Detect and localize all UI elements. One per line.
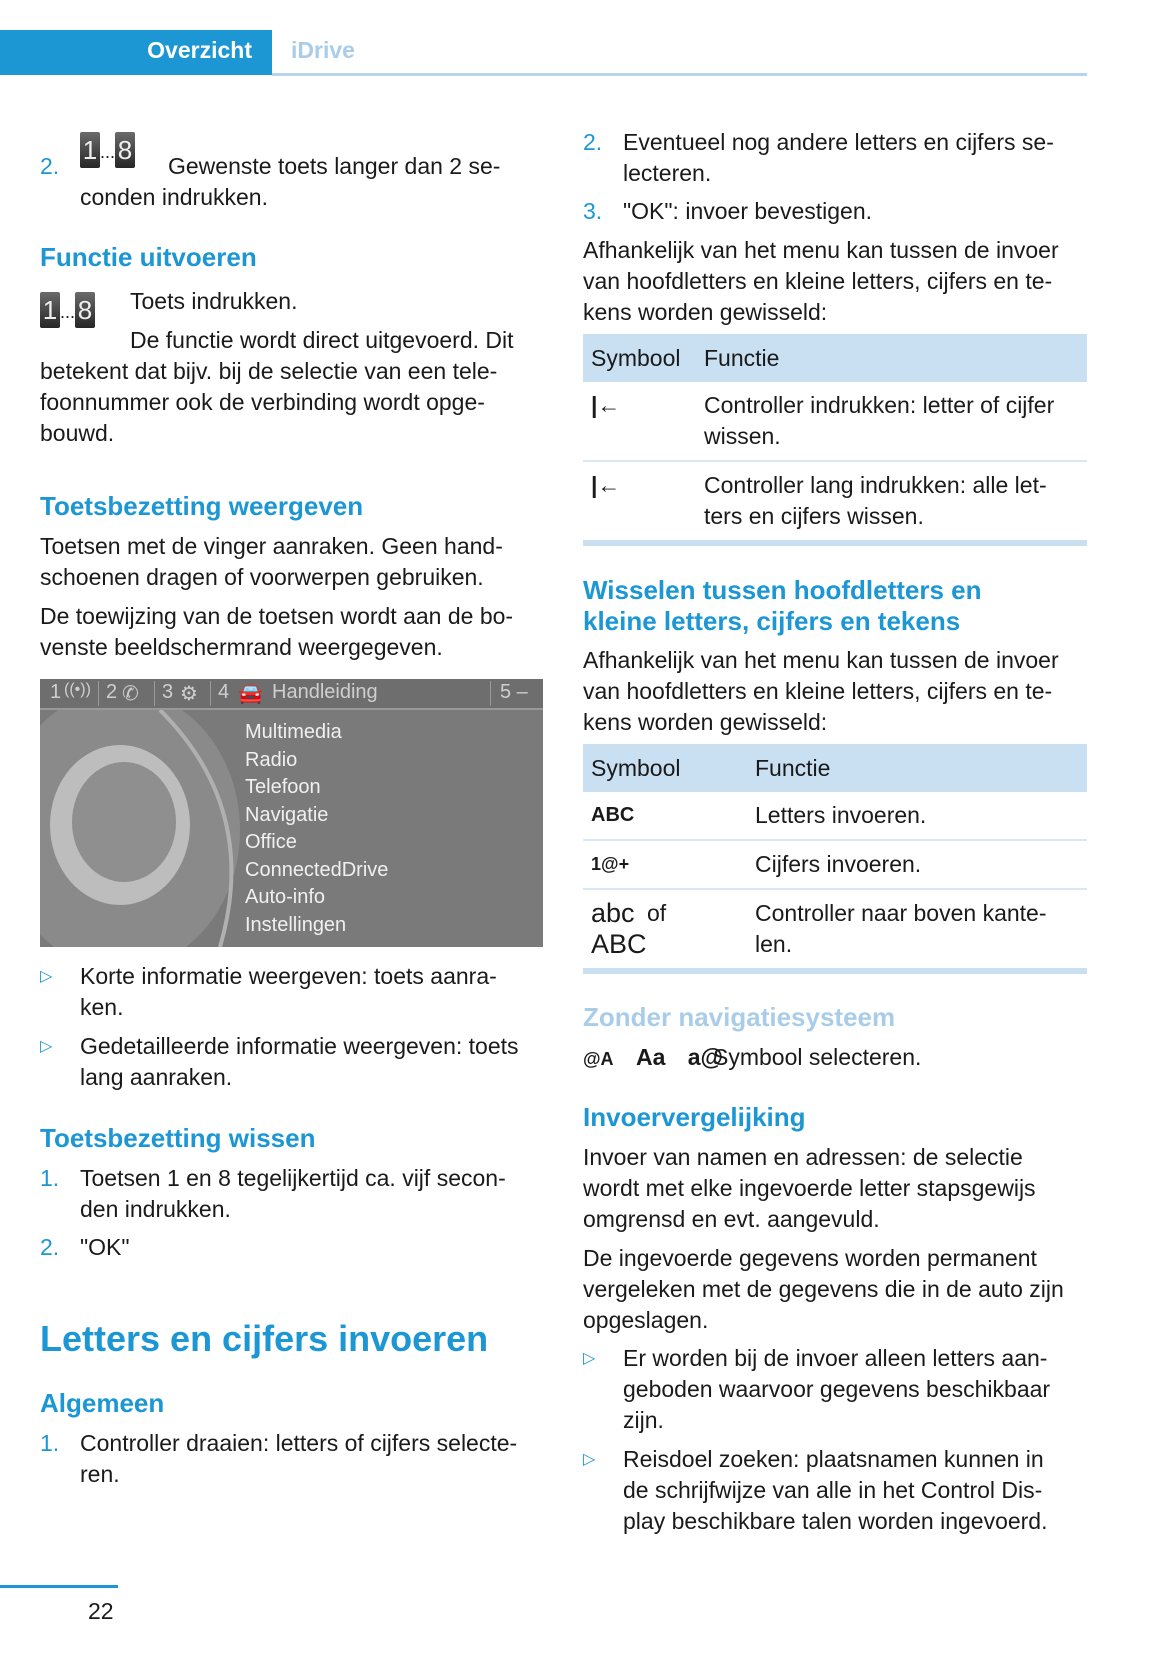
radio-icon: ((•)) bbox=[64, 681, 91, 698]
step-number: 2. bbox=[40, 153, 60, 179]
table-cell: Cijfers invoeren. bbox=[755, 851, 922, 877]
table-row bbox=[583, 462, 1087, 546]
key-1-icon: 1 bbox=[80, 132, 100, 168]
paragraph-line: Afhankelijk van het menu kan tussen de invoer bbox=[583, 647, 1059, 673]
screen-menu-item: Radio bbox=[245, 748, 298, 771]
page-number: 22 bbox=[88, 1598, 114, 1624]
paragraph-line: wordt met elke ingevoerde letter stapsgewijs bbox=[583, 1175, 1036, 1201]
paragraph-line: Toets indrukken. bbox=[130, 288, 298, 314]
paragraph-line: venste beeldschermrand weergegeven. bbox=[40, 634, 443, 660]
paragraph-line: De functie wordt direct uitgevoerd. Dit bbox=[130, 327, 514, 353]
table-cell: Controller indrukken: letter of cijfer bbox=[704, 392, 1055, 418]
bullet-text: geboden waarvoor gegevens beschikbaar bbox=[623, 1376, 1051, 1402]
idrive-screen-image bbox=[40, 679, 543, 947]
lowercase-at-icon: a@ bbox=[687, 1044, 723, 1070]
step-number: 2. bbox=[40, 1234, 60, 1260]
uppercase-mode-icon: ABC bbox=[591, 929, 647, 959]
section-heading: kleine letters, cijfers en tekens bbox=[583, 606, 961, 636]
screen-menu-item: Multimedia bbox=[245, 721, 342, 743]
step-number: 1. bbox=[40, 1430, 60, 1456]
paragraph-line: kens worden gewisseld: bbox=[583, 299, 828, 325]
paragraph-line: Afhankelijk van het menu kan tussen de invoer bbox=[583, 237, 1059, 263]
screen-tab-number: 4 bbox=[218, 681, 230, 703]
bullet-triangle-icon: ▷ bbox=[583, 1350, 596, 1367]
divider bbox=[490, 681, 491, 706]
paragraph-line: De toewijzing van de toetsen wordt aan de bo- bbox=[40, 603, 514, 629]
bullet-text: ken. bbox=[80, 994, 124, 1020]
step-text: Controller draaien: letters of cijfers selecte- bbox=[80, 1430, 518, 1456]
step-text: Eventueel nog andere letters en cijfers se- bbox=[623, 129, 1054, 155]
key-8-icon: 8 bbox=[115, 132, 135, 168]
step-text: Gewenste toets langer dan 2 se- bbox=[168, 153, 501, 179]
screen-menu-item: Instellingen bbox=[245, 913, 347, 936]
paragraph-line: betekent dat bijv. bij de selectie van een tele- bbox=[40, 358, 498, 384]
paragraph-line: bouwd. bbox=[40, 420, 115, 446]
table-cell: ters en cijfers wissen. bbox=[704, 503, 924, 529]
paragraph-line: van hoofdletters en kleine letters, cijfers en te- bbox=[583, 268, 1053, 294]
table-cell: Controller lang indrukken: alle let- bbox=[704, 472, 1047, 498]
delete-symbols-table bbox=[583, 334, 1087, 546]
step-text: den indrukken. bbox=[80, 1196, 231, 1222]
screen-menu-item: Office bbox=[245, 831, 297, 853]
bullet-text: Gedetailleerde informatie weergeven: toets bbox=[80, 1033, 519, 1059]
screen-tab-number: 3 bbox=[162, 681, 174, 703]
step-text: "OK": invoer bevestigen. bbox=[623, 198, 873, 224]
screen-menu-item: Navigatie bbox=[245, 803, 329, 826]
bullet-text: zijn. bbox=[623, 1407, 664, 1433]
screen-tab-number: 2 bbox=[106, 681, 118, 703]
table-row bbox=[583, 382, 1087, 462]
section-title: Overzicht bbox=[147, 37, 252, 63]
column-header-function: Functie bbox=[704, 345, 780, 371]
section-heading: Toetsbezetting weergeven bbox=[40, 491, 364, 521]
column-header-symbol: Symbool bbox=[591, 755, 681, 781]
section-tab bbox=[0, 30, 272, 75]
bullet-text: lang aanraken. bbox=[80, 1064, 233, 1090]
phone-icon: ✆ bbox=[122, 683, 139, 705]
divider bbox=[98, 681, 99, 706]
paragraph-line: Invoer van namen en adressen: de selectie bbox=[583, 1144, 1023, 1170]
section-heading: Algemeen bbox=[40, 1388, 165, 1418]
symbol-icons bbox=[583, 1042, 723, 1075]
divider bbox=[154, 681, 155, 706]
paragraph-line: vergeleken met de gegevens die in de auto zijn bbox=[583, 1276, 1064, 1302]
paragraph-line: schoenen dragen of voorwerpen gebruiken. bbox=[40, 564, 484, 590]
bullet-text: Reisdoel zoeken: plaatsnamen kunnen in bbox=[623, 1446, 1044, 1472]
key-icons bbox=[80, 132, 135, 168]
key-8-icon: 8 bbox=[75, 292, 95, 328]
lowercase-mode-icon: abc bbox=[591, 898, 635, 928]
key-1-icon: 1 bbox=[40, 292, 60, 328]
bullet-text: Korte informatie weergeven: toets aanra- bbox=[80, 963, 497, 989]
table-cell: wissen. bbox=[704, 423, 781, 449]
table-cell: Controller naar boven kante- bbox=[755, 900, 1047, 926]
ellipsis: ... bbox=[60, 302, 76, 322]
bullet-text: play beschikbare talen worden ingevoerd. bbox=[623, 1508, 1048, 1534]
at-uppercase-icon: @A bbox=[583, 1049, 614, 1069]
step-text: Toetsen 1 en 8 tegelijkertijd ca. vijf secon- bbox=[80, 1165, 506, 1191]
paragraph-line: opgeslagen. bbox=[583, 1307, 709, 1333]
step-text: lecteren. bbox=[623, 160, 712, 186]
table-cell: of bbox=[647, 900, 667, 926]
table-cell: Letters invoeren. bbox=[755, 802, 927, 828]
table-cell: len. bbox=[755, 931, 793, 957]
gear-icon: ⚙ bbox=[180, 683, 198, 705]
step-text: ren. bbox=[80, 1461, 120, 1487]
paragraph-line: van hoofdletters en kleine letters, cijfers en te- bbox=[583, 678, 1053, 704]
letters-mode-icon: ABC bbox=[591, 804, 635, 826]
section-heading: Wisselen tussen hoofdletters en bbox=[583, 575, 982, 605]
table-header bbox=[583, 744, 1087, 792]
section-heading: Invoervergelijking bbox=[583, 1102, 806, 1132]
bullet-text: Er worden bij de invoer alleen letters aan- bbox=[623, 1345, 1048, 1371]
paragraph-line: omgrensd en evt. aangevuld. bbox=[583, 1206, 880, 1232]
step-number: 2. bbox=[583, 129, 603, 155]
key-icons bbox=[40, 292, 95, 328]
screen-tab-label: Handleiding bbox=[272, 681, 378, 703]
step-number: 1. bbox=[40, 1165, 60, 1191]
screen-menu-item: ConnectedDrive bbox=[245, 858, 389, 881]
section-heading: Zonder navigatiesysteem bbox=[583, 1002, 896, 1032]
step-number: 3. bbox=[583, 198, 603, 224]
divider bbox=[210, 681, 211, 706]
screen-tab-number: 1 bbox=[50, 681, 62, 703]
uppercase-lowercase-icon: Aa bbox=[635, 1044, 666, 1070]
paragraph-line: De ingevoerde gegevens worden permanent bbox=[583, 1245, 1037, 1271]
table-row bbox=[583, 890, 1087, 974]
column-header-symbol: Symbool bbox=[591, 345, 681, 371]
column-header-function: Functie bbox=[755, 755, 831, 781]
paragraph-line: kens worden gewisseld: bbox=[583, 709, 828, 735]
bullet-triangle-icon: ▷ bbox=[583, 1451, 596, 1468]
step-text: "OK" bbox=[80, 1234, 130, 1260]
input-mode-table bbox=[583, 744, 1087, 974]
screen-menu bbox=[245, 719, 388, 939]
bullet-text: de schrijfwijze van alle in het Control Dis- bbox=[623, 1477, 1043, 1503]
backspace-icon: |← bbox=[591, 392, 621, 418]
paragraph-line: foonnummer ook de verbinding wordt opge- bbox=[40, 389, 485, 415]
table-header bbox=[583, 334, 1087, 382]
paragraph-line: Symbool selecteren. bbox=[713, 1044, 922, 1070]
section-heading: Toetsbezetting wissen bbox=[40, 1123, 316, 1153]
header-divider bbox=[272, 73, 1087, 76]
screen-tab-number: 5 – bbox=[500, 681, 528, 703]
bullet-triangle-icon: ▷ bbox=[40, 968, 53, 985]
screen-menu-item: Auto-info bbox=[245, 886, 326, 908]
subsection-title: iDrive bbox=[291, 37, 355, 63]
ellipsis: ... bbox=[100, 142, 116, 162]
bullet-triangle-icon: ▷ bbox=[40, 1038, 53, 1055]
section-heading: Functie uitvoeren bbox=[40, 242, 257, 272]
car-icon: 🚘 bbox=[238, 683, 263, 705]
footer-divider bbox=[0, 1585, 118, 1588]
main-heading: Letters en cijfers invoeren bbox=[40, 1318, 489, 1359]
step-text: conden indrukken. bbox=[80, 184, 268, 210]
screen-menu-item: Telefoon bbox=[245, 776, 321, 798]
digits-mode-icon: 1@+ bbox=[591, 854, 630, 874]
table-row bbox=[583, 841, 1087, 890]
table-row bbox=[583, 792, 1087, 841]
backspace-icon: |← bbox=[591, 472, 621, 498]
screen-tab-bar bbox=[40, 679, 543, 710]
paragraph-line: Toetsen met de vinger aanraken. Geen hand- bbox=[40, 533, 503, 559]
